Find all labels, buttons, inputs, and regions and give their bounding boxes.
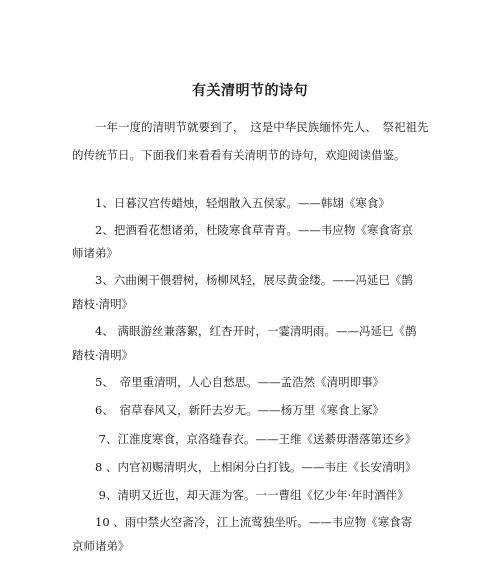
intro-line: 一年一度的清明节就要到了， 这是中华民族缅怀先人、 祭祀祖先 xyxy=(72,120,429,134)
document-title: 有关清明节的诗句 xyxy=(192,83,308,99)
poem-line: 1、日暮汉宫传蜡烛，轻烟散入五侯家。——韩翃《寒食》 xyxy=(72,196,390,210)
poem-line: 踏枝·清明》 xyxy=(72,297,134,311)
poem-line: 8 、内官初赐清明火，上相闲分白打钱。——韦庄《长安清明》 xyxy=(72,460,417,474)
poem-line: 5、 帝里重清明，人心自愁思。——孟浩然《清明即事》 xyxy=(72,375,385,389)
poem-line: 京师诸弟》 xyxy=(72,539,130,553)
poem-line: 4、 满眼游丝兼落絮，红杏开时，一霎清明雨。——冯延巳《鹊 xyxy=(72,324,417,338)
poem-line: 踏枝·清明》 xyxy=(72,348,134,362)
intro-line: 的传统节日。下面我们来看看有关清明节的诗句，欢迎阅读借鉴。 xyxy=(72,148,406,162)
poem-line: 师诸弟》 xyxy=(72,246,118,260)
poem-line: 2、把酒看花想诸弟，杜陵寒食草青青。——韦应物《寒食寄京 xyxy=(72,223,413,237)
poem-line: 3、六曲阑干偎碧树，杨柳风轻，展尽黄金缕。——冯延巳《鹊 xyxy=(72,273,413,287)
poem-line: 6、 宿草春风又，新阡去岁无。——杨万里《寒食上冢》 xyxy=(72,403,385,417)
poem-line: 9、清明又近也，却天涯为客。一一曹组《忆少年·年时酒伴》 xyxy=(72,488,409,502)
poem-line: 7、江淮度寒食，京洛缝春衣。——王维《送綦毋潜落第还乡》 xyxy=(72,432,417,446)
poem-line: 10 、雨中禁火空斋冷，江上流莺独坐听。——韦应物《寒食寄 xyxy=(72,515,413,529)
